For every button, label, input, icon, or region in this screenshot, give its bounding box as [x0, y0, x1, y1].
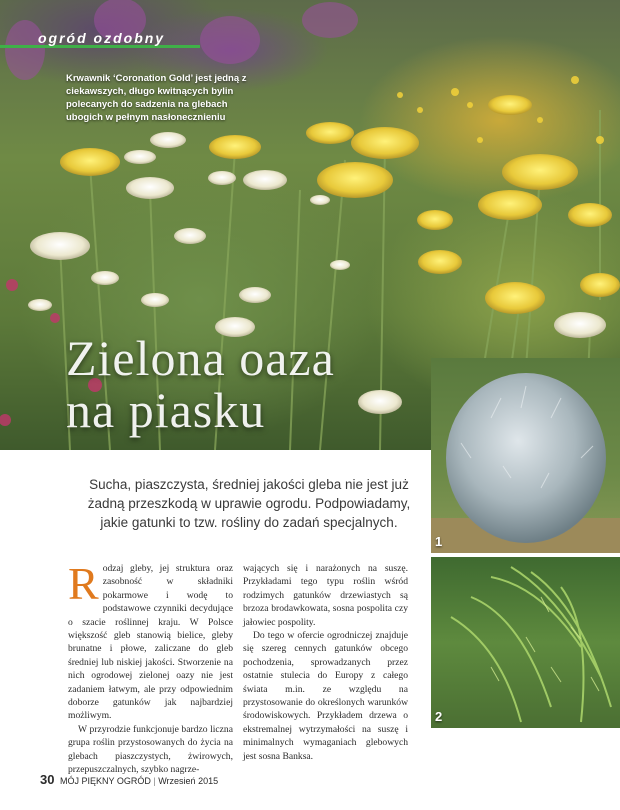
silver-shrub-illustration [431, 358, 620, 553]
photo-number-1: 1 [435, 534, 443, 549]
body-column-2 [243, 562, 408, 763]
page-number: 30 [40, 772, 55, 787]
body-column-1 [68, 558, 233, 777]
photo-weeping-conifer [431, 557, 620, 728]
article-title-line-2: na piasku [66, 382, 266, 438]
footer-separator: | [153, 776, 156, 786]
drop-cap: R [68, 558, 99, 609]
photo-silver-shrub [431, 358, 620, 553]
article-title [66, 332, 335, 436]
body-paragraph-1 [68, 558, 233, 723]
page-footer [40, 772, 218, 787]
conifer-illustration [431, 557, 620, 728]
magazine-name: MÓJ PIĘKNY OGRÓD [59, 776, 151, 786]
article-lead: Sucha, piaszczysta, średniej jakości gleba nie jest już żadną przeszkodą w uprawie ogrodu. Podpowiadamy, jakie gatunki to tzw. rośliny do zadań specjalnych. [87, 477, 411, 530]
body-paragraph-3: wających się i narażonych na suszę. Przykładami tego typu roślin wśród rodzimych gatunków drzewiastych są brzoza brodawkowata, sosna pospolita czy jałowiec pospolity. [243, 563, 408, 628]
article-title-line-1: Zielona oaza [66, 330, 335, 386]
body-paragraph-2: W przyrodzie funkcjonuje bardzo liczna grupa roślin przystosowanych do życia na glebach piaszczystych, żwirowych, przepuszczalnych, szybko nagrze- [68, 723, 233, 776]
photo-number-2: 2 [435, 709, 443, 724]
body-paragraph-4: Do tego w ofercie ogrodniczej znajduje się szereg cennych gatunków obcego pochodzenia, sprowadzanych przez ostatnie stulecia do Europy z całego świata m.in. ze względu na przystosowanie do określonych warunków środowiskowych. Przykładem drzewa o ekstremalnej wytrzymałości na suszę i minimalnych wymaganiach glebowych jest sosna Banksa. [243, 630, 408, 762]
body-paragraph-1-text: odzaj gleby, jej struktura oraz zasobność w składniki pokarmowe i wodę to podstawowe czynniki decydujące o szacie roślinnej kraju. W Polsce większość gleb stanowią bielice, gleby brunatne i płowe, zaliczane do gleb średniej lub niskiej jakości. Stworzenie na nich ogrodowej zielonej oazy nie jest zadaniem łatwym, ale przy odpowiednim doborze gatunków jak najbardziej możliwym. [68, 563, 233, 722]
issue-date: Wrzesień 2015 [158, 776, 219, 786]
section-label: ogród ozdobny [38, 30, 166, 46]
photo-caption: Krwawnik ‘Coronation Gold’ jest jedną z ciekawszych, długo kwitnących bylin polecanych do sadzenia na glebach ubogich w pełnym nasłonecznieniu [66, 73, 247, 123]
